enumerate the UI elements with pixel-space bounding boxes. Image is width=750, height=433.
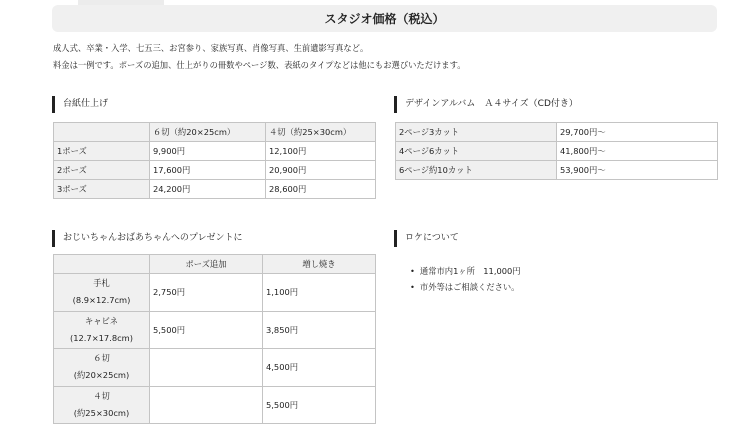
table-header-cell: ６切（約20×25cm） bbox=[150, 123, 266, 142]
price-cell: 12,100円 bbox=[266, 142, 376, 161]
album-price-table bbox=[395, 122, 718, 180]
price-cell: 1,100円 bbox=[263, 274, 376, 312]
table-header-cell bbox=[54, 255, 150, 274]
table-row bbox=[54, 180, 376, 199]
row-label: 1ポーズ bbox=[54, 142, 150, 161]
row-label: 2ページ3カット bbox=[396, 123, 557, 142]
row-label: 4ページ6カット bbox=[396, 142, 557, 161]
table-header-row bbox=[54, 255, 376, 274]
row-label: 6ページ約10カット bbox=[396, 161, 557, 180]
table-row bbox=[54, 386, 376, 424]
price-cell bbox=[150, 349, 263, 387]
grandparents-price-table bbox=[53, 254, 376, 424]
size-name: ４切 bbox=[93, 390, 110, 401]
price-cell: 24,200円 bbox=[150, 180, 266, 199]
section-heading-mount: 台紙仕上げ bbox=[52, 96, 108, 113]
table-row bbox=[396, 123, 718, 142]
row-label: 2ポーズ bbox=[54, 161, 150, 180]
price-cell: 3,850円 bbox=[263, 311, 376, 349]
table-row bbox=[54, 311, 376, 349]
price-cell: 29,700円～ bbox=[557, 123, 718, 142]
intro-line-2: 料金は一例です。ポーズの追加、仕上がりの冊数やページ数、表紙のタイプなどは他にもお選びいただけます。 bbox=[53, 60, 466, 70]
table-row bbox=[54, 161, 376, 180]
row-label bbox=[54, 386, 150, 424]
list-item: • 通常市内1ヶ所 11,000円 bbox=[410, 266, 521, 282]
price-cell bbox=[150, 386, 263, 424]
table-header-cell bbox=[54, 123, 150, 142]
row-label: 3ポーズ bbox=[54, 180, 150, 199]
section-heading-album: デザインアルバム Ａ４サイズ（CD付き） bbox=[394, 96, 578, 113]
table-row bbox=[54, 349, 376, 387]
table-row bbox=[396, 161, 718, 180]
size-name: 手札 bbox=[93, 278, 110, 289]
table-header-row bbox=[54, 123, 376, 142]
size-dimensions: (8.9×12.7cm) bbox=[72, 295, 131, 306]
size-dimensions: (約25×30cm) bbox=[73, 407, 130, 418]
mount-price-table bbox=[53, 122, 376, 199]
price-cell: 9,900円 bbox=[150, 142, 266, 161]
size-dimensions: (約20×25cm) bbox=[73, 370, 130, 381]
size-dimensions: (12.7×17.8cm) bbox=[69, 332, 134, 343]
intro-line-1: 成人式、卒業・入学、七五三、お宮参り、家族写真、肖像写真、生前遺影写真など。 bbox=[53, 43, 369, 53]
location-list bbox=[410, 266, 521, 298]
list-item: • 市外等はご相談ください。 bbox=[410, 282, 521, 298]
table-header-cell: 増し焼き bbox=[263, 255, 376, 274]
price-cell: 2,750円 bbox=[150, 274, 263, 312]
price-cell: 41,800円～ bbox=[557, 142, 718, 161]
row-label bbox=[54, 274, 150, 312]
price-cell: 17,600円 bbox=[150, 161, 266, 180]
section-heading-grandparents: おじいちゃんおばあちゃんへのプレゼントに bbox=[52, 230, 242, 247]
price-cell: 5,500円 bbox=[263, 386, 376, 424]
row-label bbox=[54, 311, 150, 349]
section-heading-location: ロケについて bbox=[394, 230, 459, 247]
table-row bbox=[396, 142, 718, 161]
page-title bbox=[52, 5, 717, 32]
table-row bbox=[54, 274, 376, 312]
price-cell: 53,900円～ bbox=[557, 161, 718, 180]
table-header-cell: ４切（約25×30cm） bbox=[266, 123, 376, 142]
price-cell: 20,900円 bbox=[266, 161, 376, 180]
table-row bbox=[54, 142, 376, 161]
price-cell: 28,600円 bbox=[266, 180, 376, 199]
table-header-cell: ポーズ追加 bbox=[150, 255, 263, 274]
size-name: ６切 bbox=[93, 353, 110, 364]
size-name: キャビネ bbox=[84, 315, 119, 326]
price-cell: 5,500円 bbox=[150, 311, 263, 349]
page-title-text: スタジオ価格（税込） bbox=[324, 12, 445, 26]
row-label bbox=[54, 349, 150, 387]
price-cell: 4,500円 bbox=[263, 349, 376, 387]
